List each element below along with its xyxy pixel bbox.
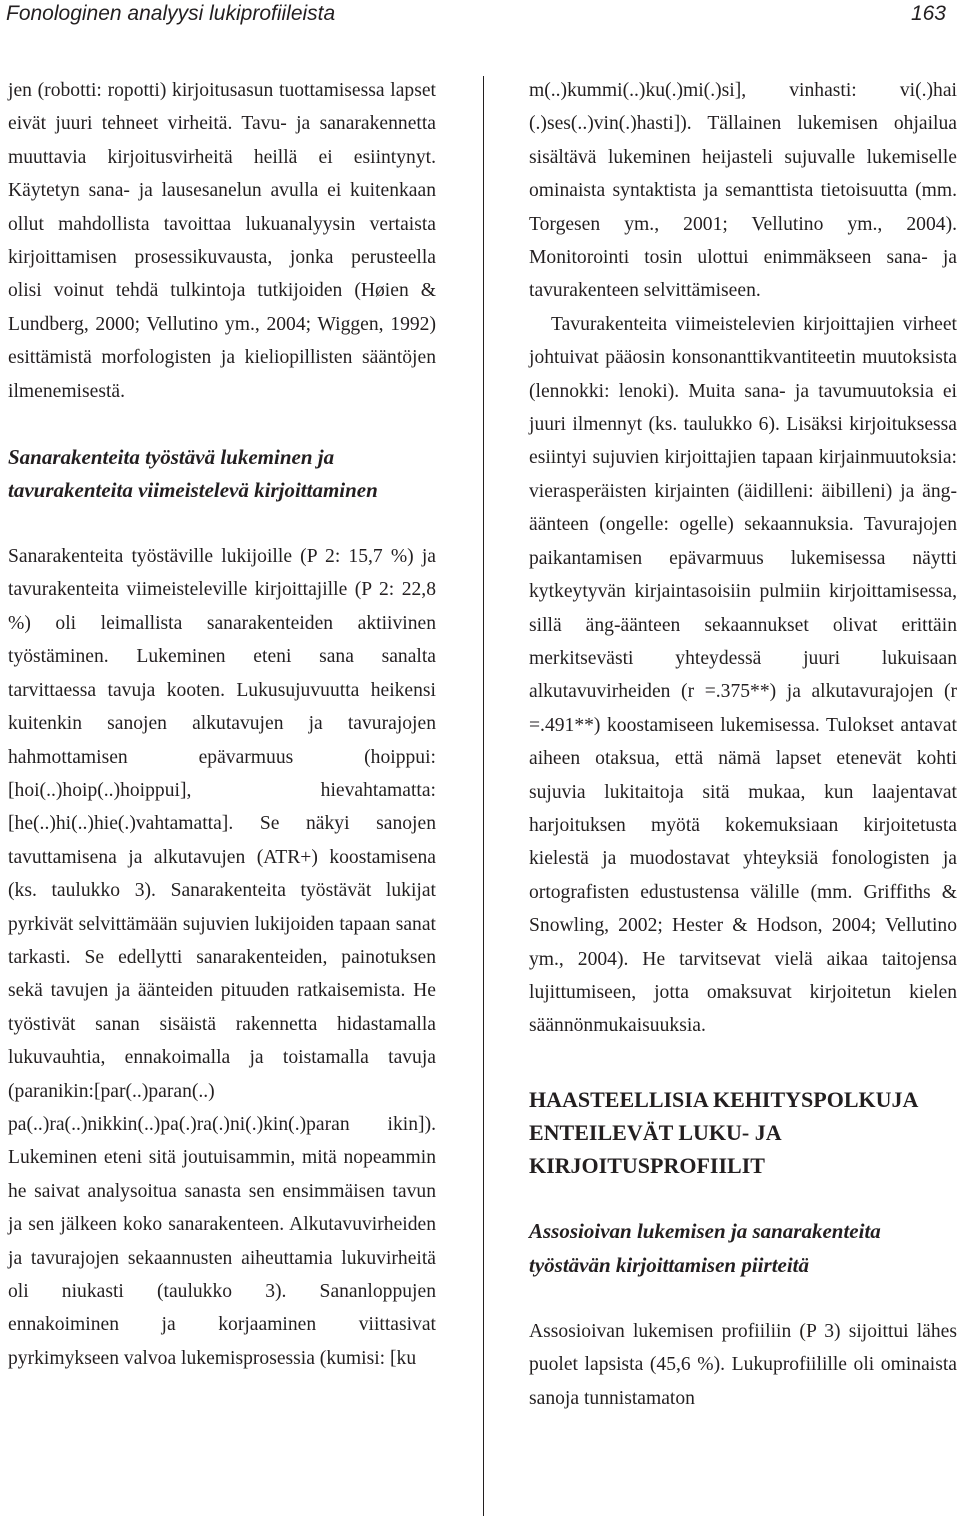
left-paragraph-2: Sanarakenteita työstäville lukijoille (P 2: 15,7 %) ja tavurakenteita viimeisteleville kirjoittajille (P 2: 22,8 %) oli leimallista sanarakenteiden aktiivinen työstäminen. Lukeminen eteni sana sanalta tarvittaessa tavuja kooten. Lukusujuvuutta heikensi kuitenkin sanojen alkutavujen ja tavurajojen hahmottamisen epävarmuus (hoippui: [hoi(..)hoip(..)hoippui], hievahtamatta: [he(..)hi(..)hie(.)vahtamatta]. Se näkyi sanojen tavuttamisena ja alkutavujen (ATR+) koostamisena (ks. taulukko 3). Sanarakenteita työstävät lukijat pyrkivät selvittämään sujuvien lukijoiden tapaan sanat tarkasti. Se edellytti sanarakenteiden, painotuksen sekä tavujen ja äänteiden pituuden ratkaisemista. He työstivät sanan sisäistä rakennetta hidastamalla lukuvauhtia, ennakoimalla ja toistamalla tavuja (paranikin:[par(..)paran(..) pa(..)ra(..)nikkin(..)pa(.)ra(.)ni(.)kin(.)paran ikin]). Lukeminen eteni sitä joutuisammin, mitä nopeammin he saivat analysoitua sanasta sen ensimmäisen tavun ja sen jälkeen koko sanarakenteen. Alkutavuvirheiden ja tavurajojen sekaannusten aiheuttamia lukuvirheitä oli niukasti (taulukko 3). Sananloppujen ennakoiminen ja korjaaminen viittasivat pyrkimykseen valvoa lukemisprosessia (kumisi: [ku — [8, 546, 436, 1369]
section-heading-sanarakenteita: Sanarakenteita työstävä lukeminen ja tavurakenteita viimeistelevä kirjoittaminen — [8, 445, 378, 503]
page-header — [0, 0, 960, 30]
column-divider — [483, 76, 484, 1516]
right-paragraph-3: Assosioivan lukemisen profiiliin (P 3) sijoittui lähes puolet lapsista (45,6 %). Lukuprofiilille oli ominaista sanoja tunnistamaton — [529, 1320, 957, 1409]
right-column — [529, 74, 957, 1415]
subsection-heading-assosioivan: Assosioivan lukemisen ja sanarakenteita työstävän kirjoittamisen piirteitä — [529, 1218, 881, 1277]
page-number: 163 — [910, 2, 946, 25]
right-paragraph-2: Tavurakenteita viimeistelevien kirjoittajien virheet johtuivat pääosin konsonanttikvantiteetin muutoksista (lennokki: lenoki). Muita sana- ja tavumuutoksia ei juuri ilmennyt (ks. taulukko 6). Lisäksi kirjoituksessa esiintyi sujuvien kirjoittajien tapaan kirjainmuutoksia: vierasperäisten kirjainten (äidilleni: äibilleni) ja äng-äänteen (ongelle: ogelle) sekaannuksia. Tavurajojen paikantamisen epävarmuus lukemisessa näytti kytkeytyvän kirjaintasoisiin pulmiin kirjoittamisessa, sillä äng-äänteen sekaannukset olivat erittäin merkitsevästi yhteydessä juuri lukuisaan alkutavuvirheiden (r =.375**) ja alkutavurajojen (r =.491**) koostamiseen lukemisessa. Tulokset antavat aiheen otaksua, että nämä lapset etenevät kohti sujuvia lukitaitoja sitä mukaa, kun laajentavat harjoituksen myötä kokemuksiaan kirjoitetusta kielestä ja muodostavat yhteyksiä fonologisten ja ortografisten edustustensa välille (mm. Griffiths & Snowling, 2002; Hester & Hodson, 2004; Vellutino ym., 2004). He tarvitsevat vielä aikaa taitojensa lujittumiseen, jotta omaksuvat kirjoitetun kielen säännönmukaisuuksia. — [529, 313, 957, 1037]
section-heading-haasteellisia: HAASTEELLISIA KEHITYSPOLKUJA ENTEILEVÄT LUKU- JA KIRJOITUSPROFIILIT — [529, 1086, 918, 1178]
left-paragraph-1: jen (robotti: ropotti) kirjoitusasun tuottamisessa lapset eivät juuri tehneet virheitä. Tavu- ja sanarakennetta muuttavia kirjoitusvirheitä heillä ei esiintynyt. Käytetyn sana- ja lausesanelun avulla ei kuitenkaan ollut mahdollista tavoittaa lukuanalyysin vertaista kirjoittamisen prosessikuvausta, jonka perusteella olisi voinut tehdä tulkintoja tutkijoiden (Høien & Lundberg, 2000; Vellutino ym., 2004; Wiggen, 1992) esittämistä morfologisten ja kieliopillisten sääntöjen ilmenemisestä. — [8, 80, 436, 402]
right-paragraph-1: m(..)kummi(..)ku(.)mi(.)si], vinhasti: vi(.)hai (.)ses(..)vin(.)hasti]). Tällainen lukemisen ohjailua sisältävä lukeminen heijasteli sujuvalle lukemiselle ominaista syntaktista ja semanttista tietoisuutta (mm. Torgesen ym., 2001; Vellutino ym., 2004). Monitorointi tosin ulottui enimmäkseen sana- ja tavurakenteen selvittämiseen. — [529, 80, 957, 302]
running-title: Fonologinen analyysi lukiprofiileista — [6, 2, 336, 25]
left-column — [8, 74, 436, 1375]
